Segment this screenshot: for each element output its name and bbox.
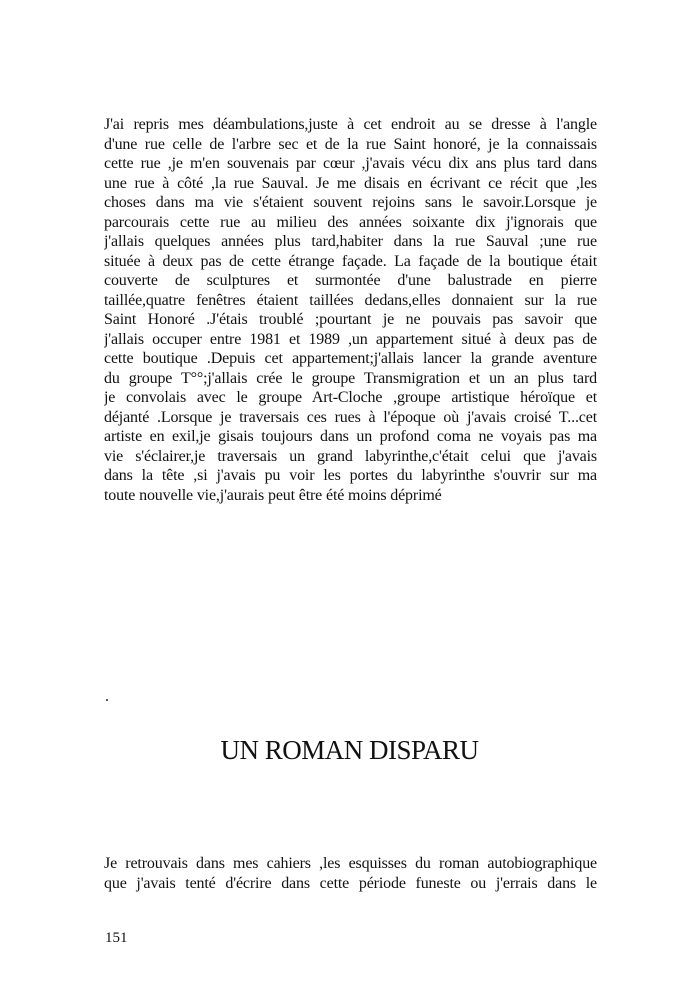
text-line: que j'avais tenté d'écrire dans cette période funeste ou j'errais dans le [104, 874, 597, 892]
text-line: parcourais cette rue au milieu des années soixante dix j'ignorais que [104, 213, 597, 231]
chapter-heading: UN ROMAN DISPARU [220, 735, 479, 765]
text-line: dans la tête ,si j'avais pu voir les portes du labyrinthe s'ouvrir sur ma [104, 467, 597, 484]
text-line: je convolais avec le groupe Art-Cloche ,groupe artistique héroïque et [104, 389, 597, 406]
text-line: choses dans ma vie s'étaient souvent rejoins sans le savoir.Lorsque je [104, 194, 597, 211]
text-line: artiste en exil,je gisais toujours dans un profond coma ne voyais pas ma [104, 428, 597, 445]
text-line: j'allais occuper entre 1981 et 1989 ,un appartement situé à deux pas de [104, 330, 597, 348]
text-line: du groupe T°°;j'allais crée le groupe Transmigration et un an plus tard [104, 369, 597, 387]
text-line: vie s'éclairer,je traversais un grand labyrinthe,c'était celui que j'avais [104, 447, 597, 465]
text-line: d'une rue celle de l'arbre sec et de la rue Saint honoré, je la connaissais [104, 135, 597, 153]
text-line: déjanté .Lorsque je traversais ces rues à l'époque où j'avais croisé T...cet [104, 408, 597, 426]
text-line: toute nouvelle vie,j'aurais peut être été moins déprimé [104, 486, 442, 504]
separator-dot: . [105, 688, 109, 705]
text-line: une rue à côté ,la rue Sauval. Je me disais en écrivant ce récit que ,les [104, 174, 597, 192]
text-line: J'ai repris mes déambulations,juste à cet endroit au se dresse à l'angle [104, 116, 597, 133]
text-line: j'allais quelques années plus tard,habiter dans la rue Sauval ;une rue [104, 233, 597, 250]
body-paragraph-1 [104, 115, 597, 505]
text-line: couverte de sculptures et surmontée d'une balustrade en pierre [104, 272, 597, 289]
text-line: cette rue ,je m'en souvenais par cœur ,j'avais vécu dix ans plus tard dans [104, 155, 597, 172]
text-line: située à deux pas de cette étrange façade. La façade de la boutique était [104, 252, 597, 270]
text-line: cette boutique .Depuis cet appartement;j'allais lancer la grande aventure [104, 350, 597, 367]
text-line: Saint Honoré .J'étais troublé ;pourtant je ne pouvais pas savoir que [104, 311, 597, 328]
text-line: taillée,quatre fenêtres étaient taillées dedans,elles donnaient sur la rue [104, 291, 597, 309]
text-line: Je retrouvais dans mes cahiers ,les esquisses du roman autobiographique [104, 855, 597, 872]
body-paragraph-2 [104, 854, 597, 893]
page-number: 151 [105, 930, 128, 946]
